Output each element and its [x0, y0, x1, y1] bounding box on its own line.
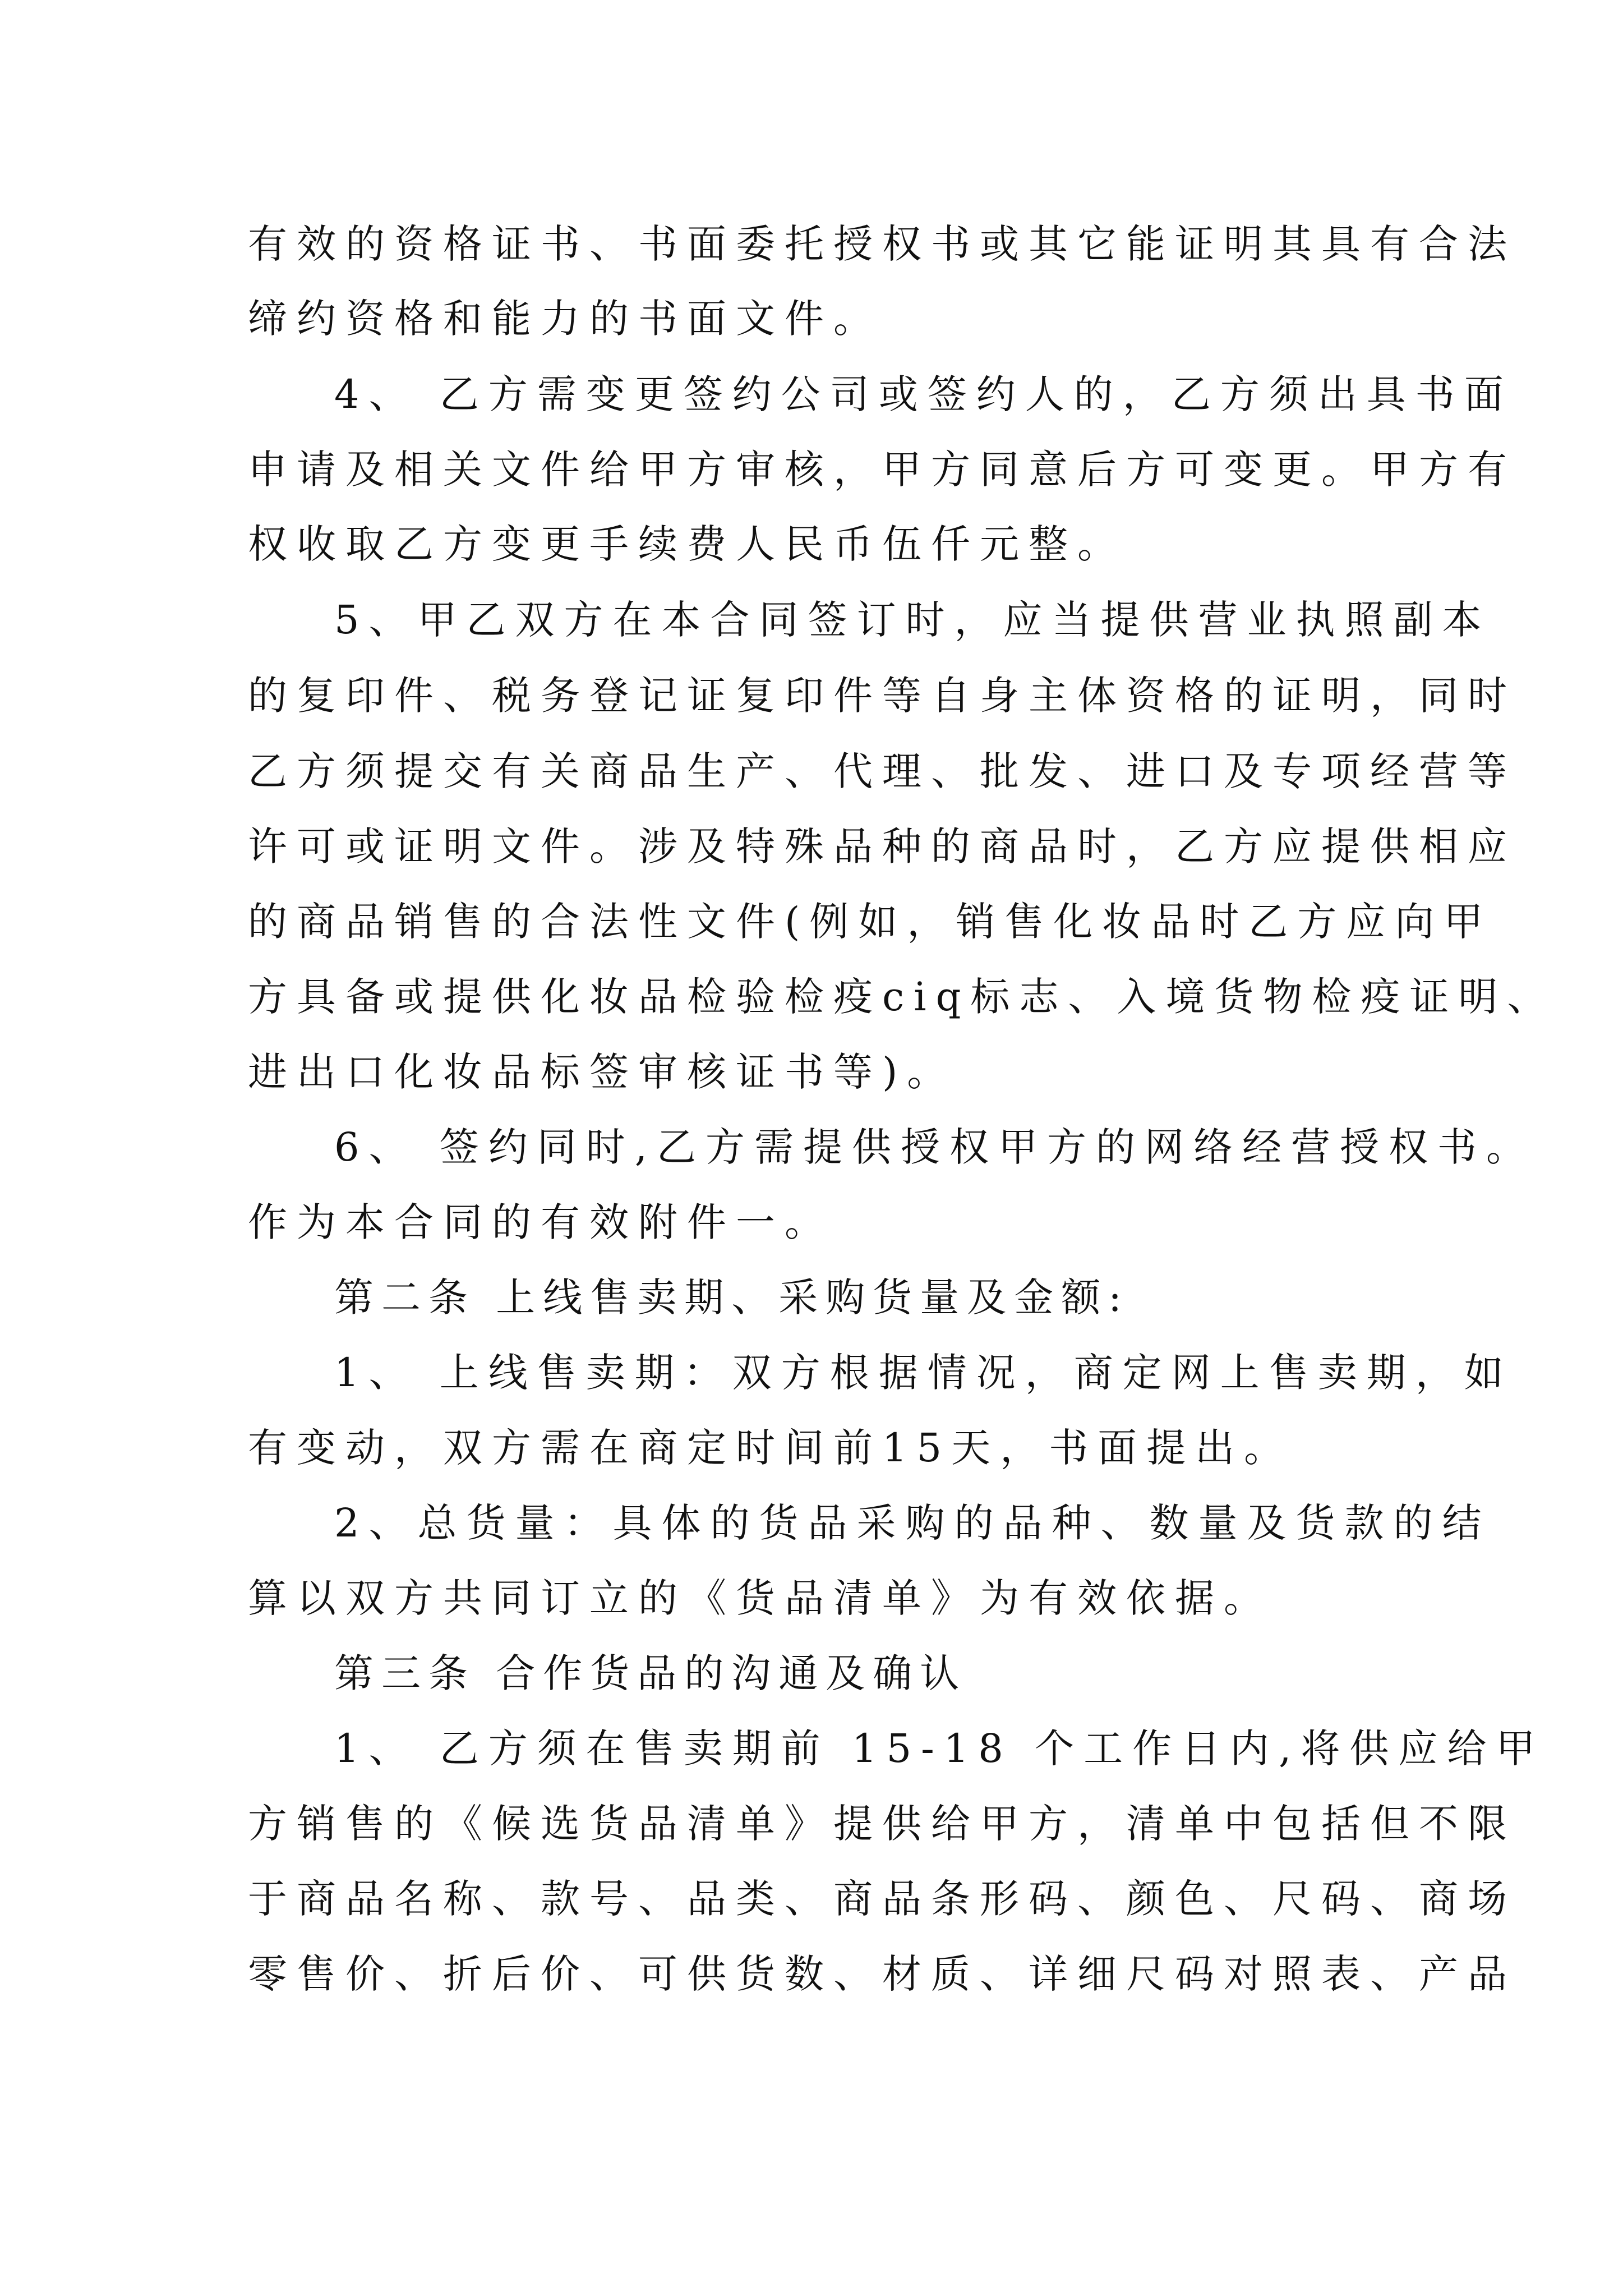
text-line: 进出口化妆品标签审核证书等)。 — [248, 1049, 956, 1095]
text-line: 乙方须提交有关商品生产、代理、批发、进口及专项经营等 — [248, 748, 1516, 794]
text-line: 有变动，双方需在商定时间前15天，书面提出。 — [248, 1425, 1293, 1471]
section-heading: 第三条 合作货品的沟通及确认 — [334, 1650, 967, 1696]
text-line: 零售价、折后价、可供货数、材质、详细尺码对照表、产品 — [248, 1951, 1516, 1997]
section-heading: 第二条 上线售卖期、采购货量及金额: — [334, 1274, 1129, 1320]
text-line: 的复印件、税务登记证复印件等自身主体资格的证明，同时 — [248, 673, 1516, 719]
text-line: 申请及相关文件给甲方审核，甲方同意后方可变更。甲方有 — [248, 447, 1516, 493]
text-line: 算以双方共同订立的《货品清单》为有效依据。 — [248, 1575, 1272, 1621]
text-line: 缔约资格和能力的书面文件。 — [248, 296, 882, 342]
text-line: 5、甲乙双方在本合同签订时，应当提供营业执照副本 — [334, 597, 1491, 643]
text-line: 2、总货量：具体的货品采购的品种、数量及货款的结 — [334, 1500, 1491, 1546]
text-line: 权收取乙方变更手续费人民币伍仟元整。 — [248, 521, 1126, 567]
text-line: 许可或证明文件。涉及特殊品种的商品时，乙方应提供相应 — [248, 823, 1516, 869]
text-line: 作为本合同的有效附件一。 — [248, 1199, 833, 1245]
text-line: 6、 签约同时,乙方需提供授权甲方的网络经营授权书。 — [334, 1124, 1536, 1170]
text-line: 1、 乙方须在售卖期前 15-18 个工作日内,将供应给甲 — [334, 1726, 1545, 1772]
text-line: 于商品名称、款号、品类、商品条形码、颜色、尺码、商场 — [248, 1876, 1516, 1922]
text-line: 方具备或提供化妆品检验检疫ciq标志、入境货物检疫证明、 — [248, 974, 1556, 1020]
text-line: 方销售的《候选货品清单》提供给甲方，清单中包括但不限 — [248, 1801, 1516, 1847]
text-line: 1、 上线售卖期：双方根据情况，商定网上售卖期，如 — [334, 1350, 1513, 1396]
text-line: 的商品销售的合法性文件(例如，销售化妆品时乙方应向甲 — [248, 899, 1493, 945]
text-line: 4、 乙方需变更签约公司或签约人的，乙方须出具书面 — [334, 371, 1513, 417]
text-line: 有效的资格证书、书面委托授权书或其它能证明其具有合法 — [248, 221, 1516, 267]
